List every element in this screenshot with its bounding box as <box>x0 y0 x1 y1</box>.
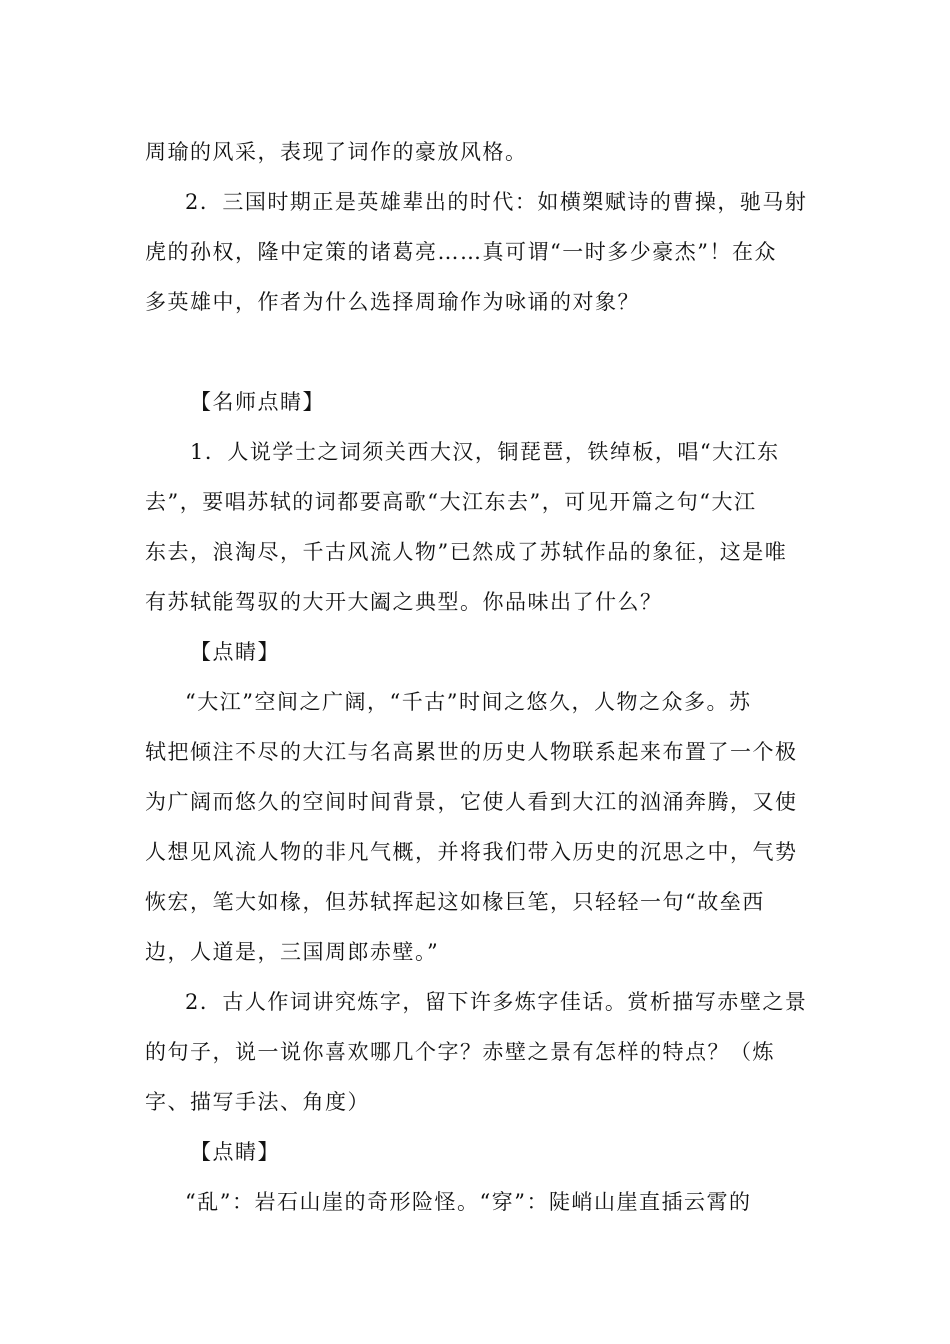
text-line: 虎的孙权，隆中定策的诸葛亮……真可谓“一时多少豪杰”！在众 <box>145 240 777 264</box>
text-line: 字、描写手法、角度） <box>145 1090 370 1114</box>
text-line: 边，人道是，三国周郎赤壁。” <box>145 940 440 964</box>
text-line: 东去，浪淘尽，千古风流人物”已然成了苏轼作品的象征，这是唯 <box>145 540 788 564</box>
text-line: 去”，要唱苏轼的词都要高歌“大江东去”，可见开篇之句“大江 <box>145 490 757 514</box>
text-line: 2．三国时期正是英雄辈出的时代：如横槊赋诗的曹操，驰马射 <box>185 190 808 214</box>
text-line: 有苏轼能驾驭的大开大阖之典型。你品味出了什么？ <box>145 590 663 614</box>
text-line: 的句子，说一说你喜欢哪几个字？赤壁之景有怎样的特点？（炼 <box>145 1040 775 1064</box>
text-line: 恢宏，笔大如椽，但苏轼挥起这如椽巨笔，只轻轻一句“故垒西 <box>145 890 765 914</box>
text-line: 2．古人作词讲究炼字，留下许多炼字佳话。赏析描写赤壁之景 <box>185 990 808 1014</box>
text-line: 1．人说学士之词须关西大汉，铜琵琶，铁绰板，唱“大江东 <box>190 440 780 464</box>
text-line: “乱”：岩石山崖的奇形险怪。“穿”：陡峭山崖直插云霄的 <box>185 1190 752 1214</box>
text-line: 轼把倾注不尽的大江与名高累世的历史人物联系起来布置了一个极 <box>145 740 798 764</box>
text-line: 周瑜的风采，表现了词作的豪放风格。 <box>145 140 528 164</box>
text-line: 人想见风流人物的非凡气概，并将我们带入历史的沉思之中，气势 <box>145 840 798 864</box>
section-heading: 【点睛】 <box>190 640 280 664</box>
section-heading: 【名师点睛】 <box>190 390 325 414</box>
section-heading: 【点睛】 <box>190 1140 280 1164</box>
text-line: “大江”空间之广阔，“千古”时间之悠久，人物之众多。苏 <box>185 690 752 714</box>
text-line: 为广阔而悠久的空间时间背景，它使人看到大江的汹涌奔腾，又使 <box>145 790 798 814</box>
text-line: 多英雄中，作者为什么选择周瑜作为咏诵的对象？ <box>145 290 640 314</box>
